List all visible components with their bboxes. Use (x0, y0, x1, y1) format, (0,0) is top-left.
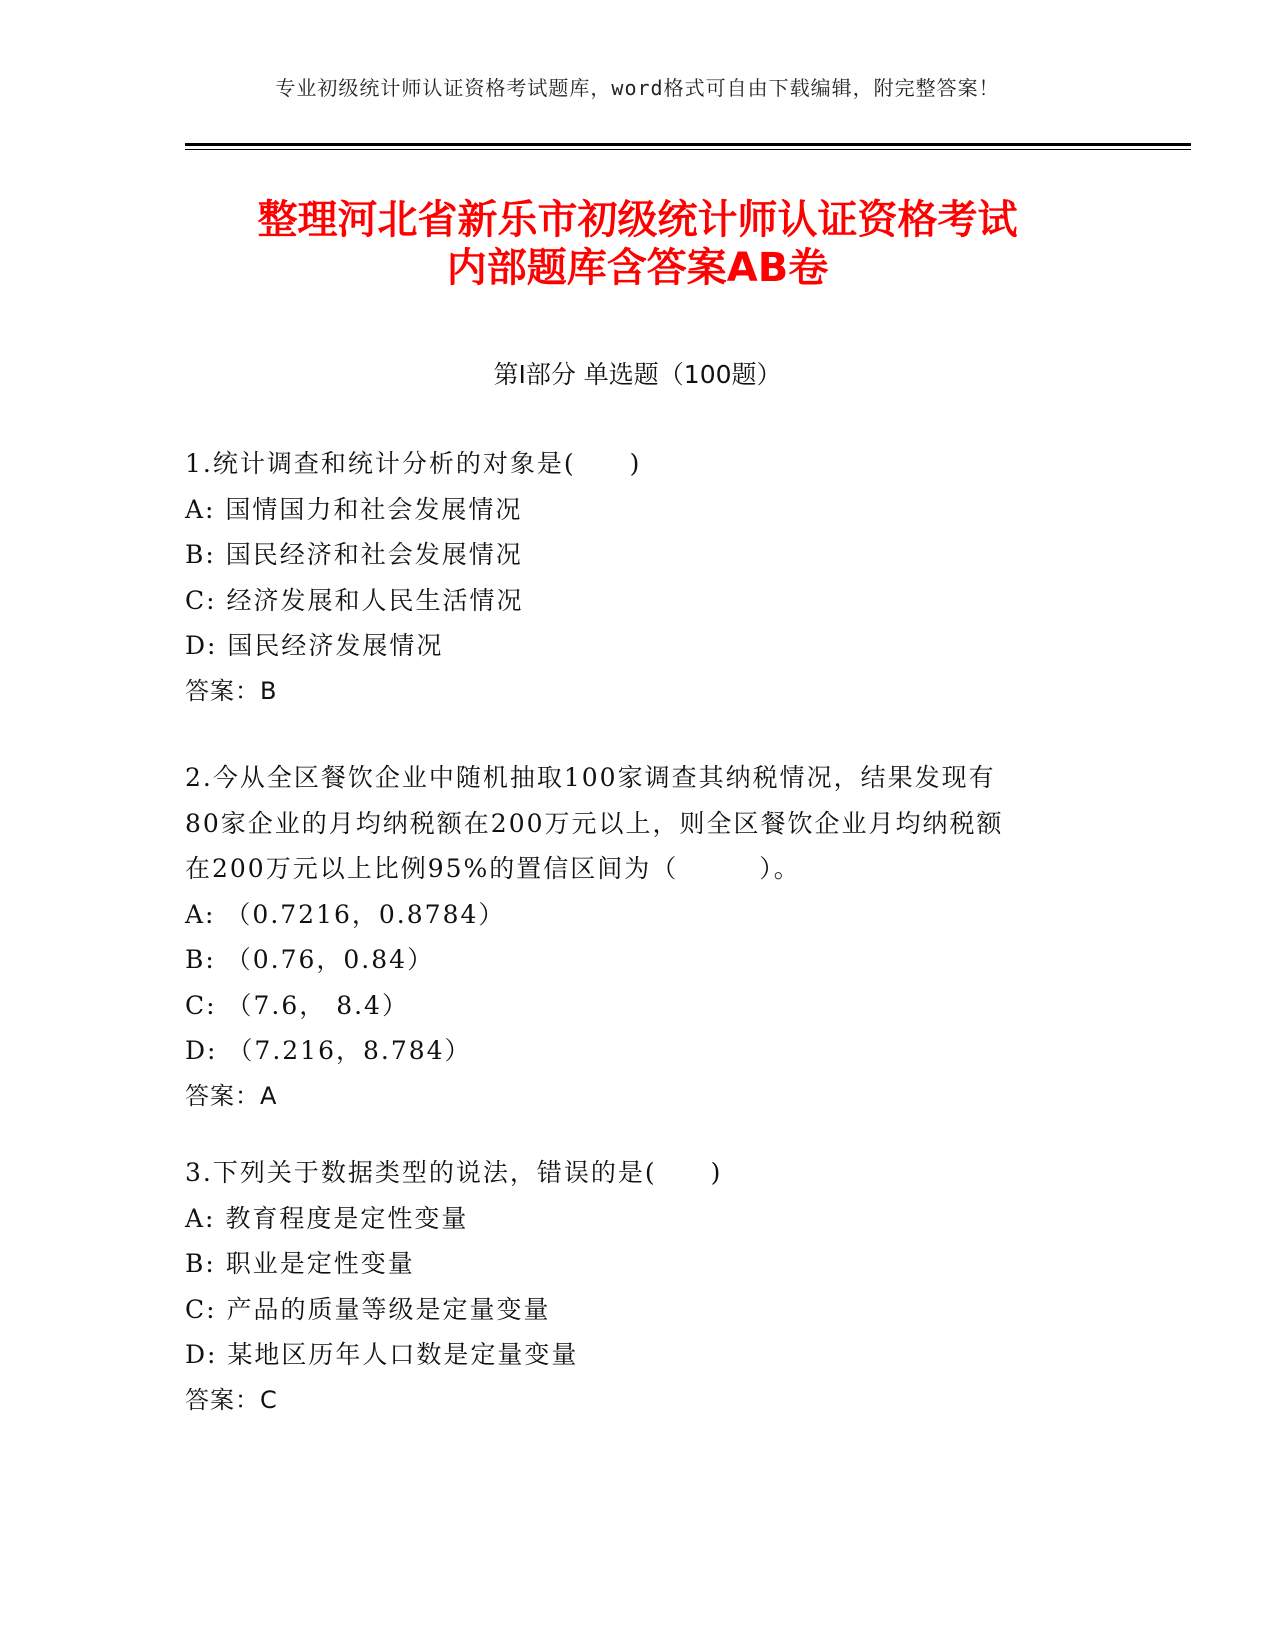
document-title-line-1: 整理河北省新乐市初级统计师认证资格考试 (257, 197, 1018, 243)
question-1 (185, 441, 1065, 714)
header-rule-thin (185, 149, 1191, 150)
answer: 答案：B (185, 676, 278, 705)
option-d: D: 国民经济发展情况 (185, 631, 444, 660)
header-rule-thick (185, 143, 1191, 146)
option-d: D: （7.216，8.784） (185, 1036, 472, 1065)
option-d: D: 某地区历年人口数是定量变量 (185, 1340, 579, 1369)
answer: 答案：C (185, 1385, 278, 1414)
question-3 (185, 1150, 1065, 1423)
option-c: C: （7.6， 8.4） (185, 990, 409, 1020)
document-title (0, 196, 1275, 292)
option-a: A: 教育程度是定性变量 (185, 1203, 469, 1233)
question-stem: 1.统计调查和统计分析的对象是( ) (185, 449, 642, 478)
answer: 答案：A (185, 1081, 278, 1110)
question-stem-line-1: 2.今从全区餐饮企业中随机抽取100家调查其纳税情况，结果发现有 (185, 763, 996, 792)
header-note: 专业初级统计师认证资格考试题库，word格式可自由下载编辑，附完整答案！ (275, 76, 1000, 100)
question-2 (185, 755, 1065, 1119)
option-c: C: 经济发展和人民生活情况 (185, 585, 524, 615)
option-b: B: 职业是定性变量 (185, 1249, 415, 1278)
option-b: B: （0.76，0.84） (185, 945, 435, 974)
option-a: A: （0.7216，0.8784） (185, 899, 506, 929)
option-b: B: 国民经济和社会发展情况 (185, 540, 523, 569)
question-stem-line-3: 在200万元以上比例95%的置信区间为（ ）。 (185, 854, 801, 883)
section-title: 第Ⅰ部分 单选题（100题） (493, 360, 782, 389)
option-c: C: 产品的质量等级是定量变量 (185, 1294, 551, 1324)
question-stem-line-2: 80家企业的月均纳税额在200万元以上，则全区餐饮企业月均纳税额 (185, 808, 1004, 838)
option-a: A: 国情国力和社会发展情况 (185, 494, 523, 524)
question-stem: 3.下列关于数据类型的说法，错误的是( ) (185, 1158, 723, 1187)
document-title-line-2: 内部题库含答案AB卷 (446, 245, 829, 291)
